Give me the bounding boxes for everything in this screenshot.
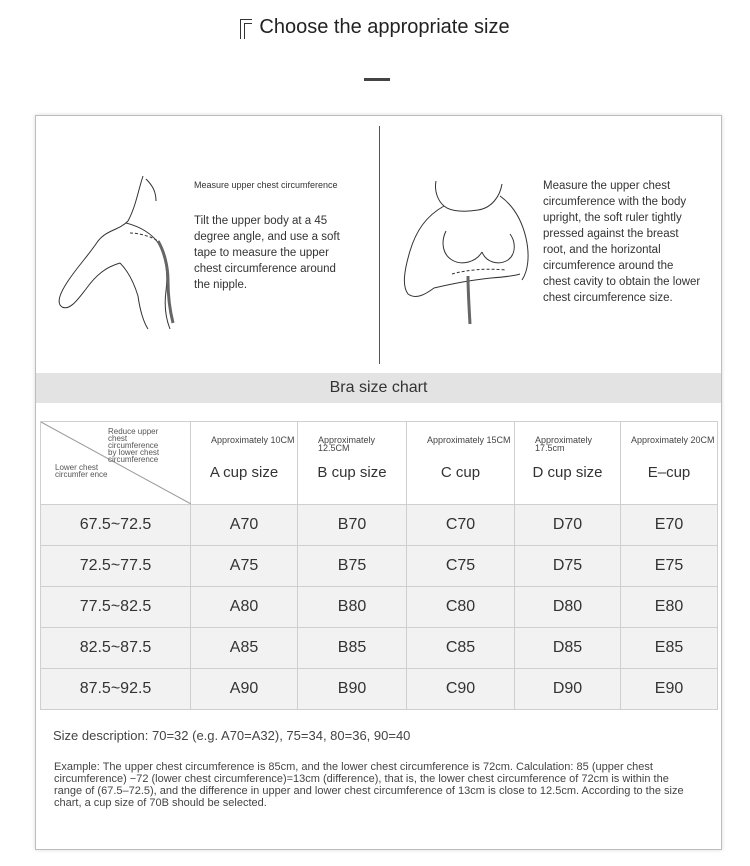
range-cell: 87.5~92.5 [41,669,191,710]
section-divider [379,126,380,364]
size-cell: C80 [407,587,515,628]
upright-measure-illustration [396,176,536,326]
bra-size-table [40,421,718,710]
size-cell: A90 [191,669,298,710]
table-row [41,669,718,710]
size-cell: D75 [515,546,621,587]
cup-header-a [191,422,298,505]
size-description: Size description: 70=32 (e.g. A70=A32), 75=34, 80=36, 90=40 [53,728,411,743]
left-measure-title: Measure upper chest circumference [194,180,338,190]
range-cell: 72.5~77.5 [41,546,191,587]
tilted-measure-illustration [48,171,193,331]
cup-header-e [621,422,718,505]
size-cell: E70 [621,505,718,546]
table-row [41,546,718,587]
size-cell: C90 [407,669,515,710]
cup-name: A cup size [209,464,279,481]
range-cell: 67.5~72.5 [41,505,191,546]
right-measure-text: Measure the upper chest circumference with the body upright, the soft ruler tightly pressed against the breast root, and the horizontal circumference around the chest cavity to obtain the lower chest circumference size. [543,180,701,304]
size-guide-panel [35,115,722,850]
size-cell: A85 [191,628,298,669]
table-row [41,628,718,669]
table-row [41,587,718,628]
page-header [0,16,750,44]
cup-header-b [298,422,407,505]
table-header-row [41,422,718,505]
page-title: Choose the appropriate size [259,16,510,38]
corner-bracket-icon [240,17,253,39]
cup-name: E–cup [647,464,691,481]
cup-diff-label: Approximately 17.5cm [535,435,593,453]
size-cell: A80 [191,587,298,628]
size-cell: D70 [515,505,621,546]
chart-title: Bra size chart [36,373,721,403]
size-cell: D85 [515,628,621,669]
size-cell: A70 [191,505,298,546]
size-cell: C70 [407,505,515,546]
cup-name: D cup size [532,464,603,481]
size-cell: B75 [298,546,407,587]
cup-diff-label: Approximately 20CM [631,435,715,445]
cup-diff-label: Approximately 15CM [427,435,511,445]
size-cell: E75 [621,546,718,587]
size-cell: E90 [621,669,718,710]
page-title-wrap [240,16,509,39]
table-corner-cell [41,422,191,505]
size-cell: B90 [298,669,407,710]
range-cell: 82.5~87.5 [41,628,191,669]
size-cell: E85 [621,628,718,669]
table-row [41,505,718,546]
range-cell: 77.5~82.5 [41,587,191,628]
size-cell: B85 [298,628,407,669]
size-cell: A75 [191,546,298,587]
size-cell: D90 [515,669,621,710]
cup-diff-label: Approximately 12.5CM [318,435,376,453]
cup-name: C cup [440,464,481,481]
corner-bottom-label: Lower chest circumfer ence [55,463,108,479]
size-cell: C75 [407,546,515,587]
cup-name: B cup size [317,464,387,481]
size-cell: C85 [407,628,515,669]
left-measure-text: Tilt the upper body at a 45 degree angle, and use a soft tape to measure the upper chest circumference around the nipple. [194,215,340,291]
size-cell: D80 [515,587,621,628]
cup-header-c [407,422,515,505]
example-text: Example: The upper chest circumference is 85cm, and the lower chest circumference is 72cm. Calculation: 85 (upper chest circumference) −72 (lower chest circumference)=13cm (difference), that is, the lower chest circumference of 72cm is within the range of (67.5–72.5), and the difference in upper and lower chest circumference of 13cm is close to 12.5cm. According to the size chart, a cup size of 70B should be selected. [54,761,684,809]
size-cell: B70 [298,505,407,546]
size-cell: E80 [621,587,718,628]
cup-diff-label: Approximately 10CM [211,435,295,445]
size-cell: B80 [298,587,407,628]
corner-top-label: Reduce upper chest circumference by lower chest circumference [108,427,160,464]
cup-header-d [515,422,621,505]
title-underline [364,78,390,81]
